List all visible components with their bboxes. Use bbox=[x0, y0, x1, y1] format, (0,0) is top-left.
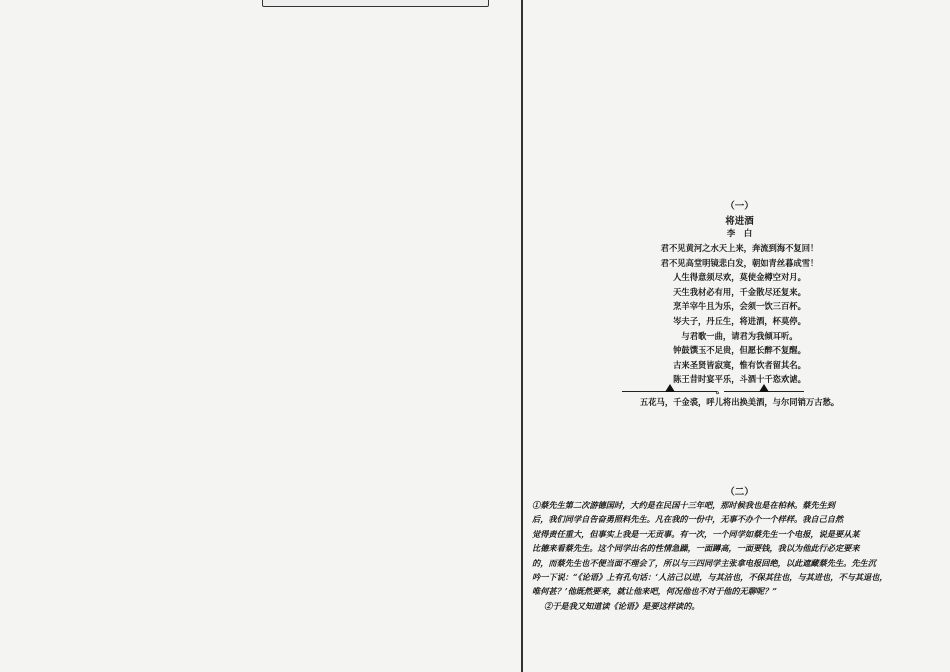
poem-line: 君不见黄河之水天上来，奔流到海不复回！ bbox=[660, 243, 819, 253]
prose-line: ②于是我又知道读《论语》是要这样读的。 bbox=[544, 600, 700, 611]
poem-author: 李 白 bbox=[726, 229, 753, 239]
fill-blank-row bbox=[532, 383, 947, 395]
poem-line: 古来圣贤皆寂寞，惟有饮者留其名。 bbox=[673, 359, 806, 370]
poem-line: 钟鼓馔玉不足贵，但愿长醉不复醒。 bbox=[673, 345, 806, 356]
blank-separator: 。 bbox=[716, 385, 725, 395]
prose-line: ①蔡先生第二次游德国时，大约是在民国十三年吧，那时候我也是在柏林。蔡先生到 bbox=[532, 500, 835, 510]
prose-line: 后，我们同学自告奋勇照料先生。凡在我的一份中，无事不办个一个样样。我自己自然 bbox=[532, 514, 844, 525]
poem-line: 人生得意须尽欢，莫使金樽空对月。 bbox=[673, 272, 806, 283]
poem-line: 陈王昔时宴平乐，斗酒十千恣欢谑。 bbox=[673, 374, 806, 385]
poem-line: 烹羊宰牛且为乐，会须一饮三百杯。 bbox=[673, 301, 806, 312]
poem-line: 岑夫子，丹丘生，将进酒，杯莫停。 bbox=[673, 316, 806, 326]
prose-line: 觉得责任重大，但事实上我是一无贡事。有一次，一个同学如蔡先生一个电报，说是要从某 bbox=[532, 528, 860, 539]
section-number-2: （二） bbox=[725, 487, 754, 498]
poem-last-line: 五花马，千金裘，呼儿将出换美酒，与尔同销万古愁。 bbox=[639, 397, 840, 407]
triangle-marker-icon bbox=[759, 384, 769, 392]
poem-title: 将进酒 bbox=[725, 216, 754, 227]
poem-line: 与君歌一曲，请君为我倾耳听。 bbox=[681, 330, 798, 341]
prose-line: 比德来看蔡先生。这个同学出名的性情急躁，一面蹲高，一面要钱，我以为他此行必定要来 bbox=[532, 543, 860, 554]
page-divider bbox=[521, 0, 523, 672]
section-number-1: （一） bbox=[725, 201, 754, 212]
prose-line: 的，而蔡先生也不便当面不理会了，所以与三四同学主张拿电报回绝，以此遮藏蔡先生。先生沉 bbox=[532, 557, 876, 568]
poem-line: 君不见高堂明镜悲白发，朝如青丝暮成雪！ bbox=[660, 257, 819, 268]
prose-line: 唯何甚？’他既然要来，就让他来吧，何况他也不对于他的无聊呢？” bbox=[532, 586, 777, 597]
prose-line: 吟一下说：“《论语》上有孔句话：‘人洁己以进，与其洁也，不保其往也，与其进也，不与其退也， bbox=[532, 572, 888, 582]
triangle-marker-icon bbox=[665, 384, 675, 392]
header-box bbox=[262, 0, 489, 7]
poem-line: 天生我材必有用，千金散尽还复来。 bbox=[673, 286, 806, 297]
